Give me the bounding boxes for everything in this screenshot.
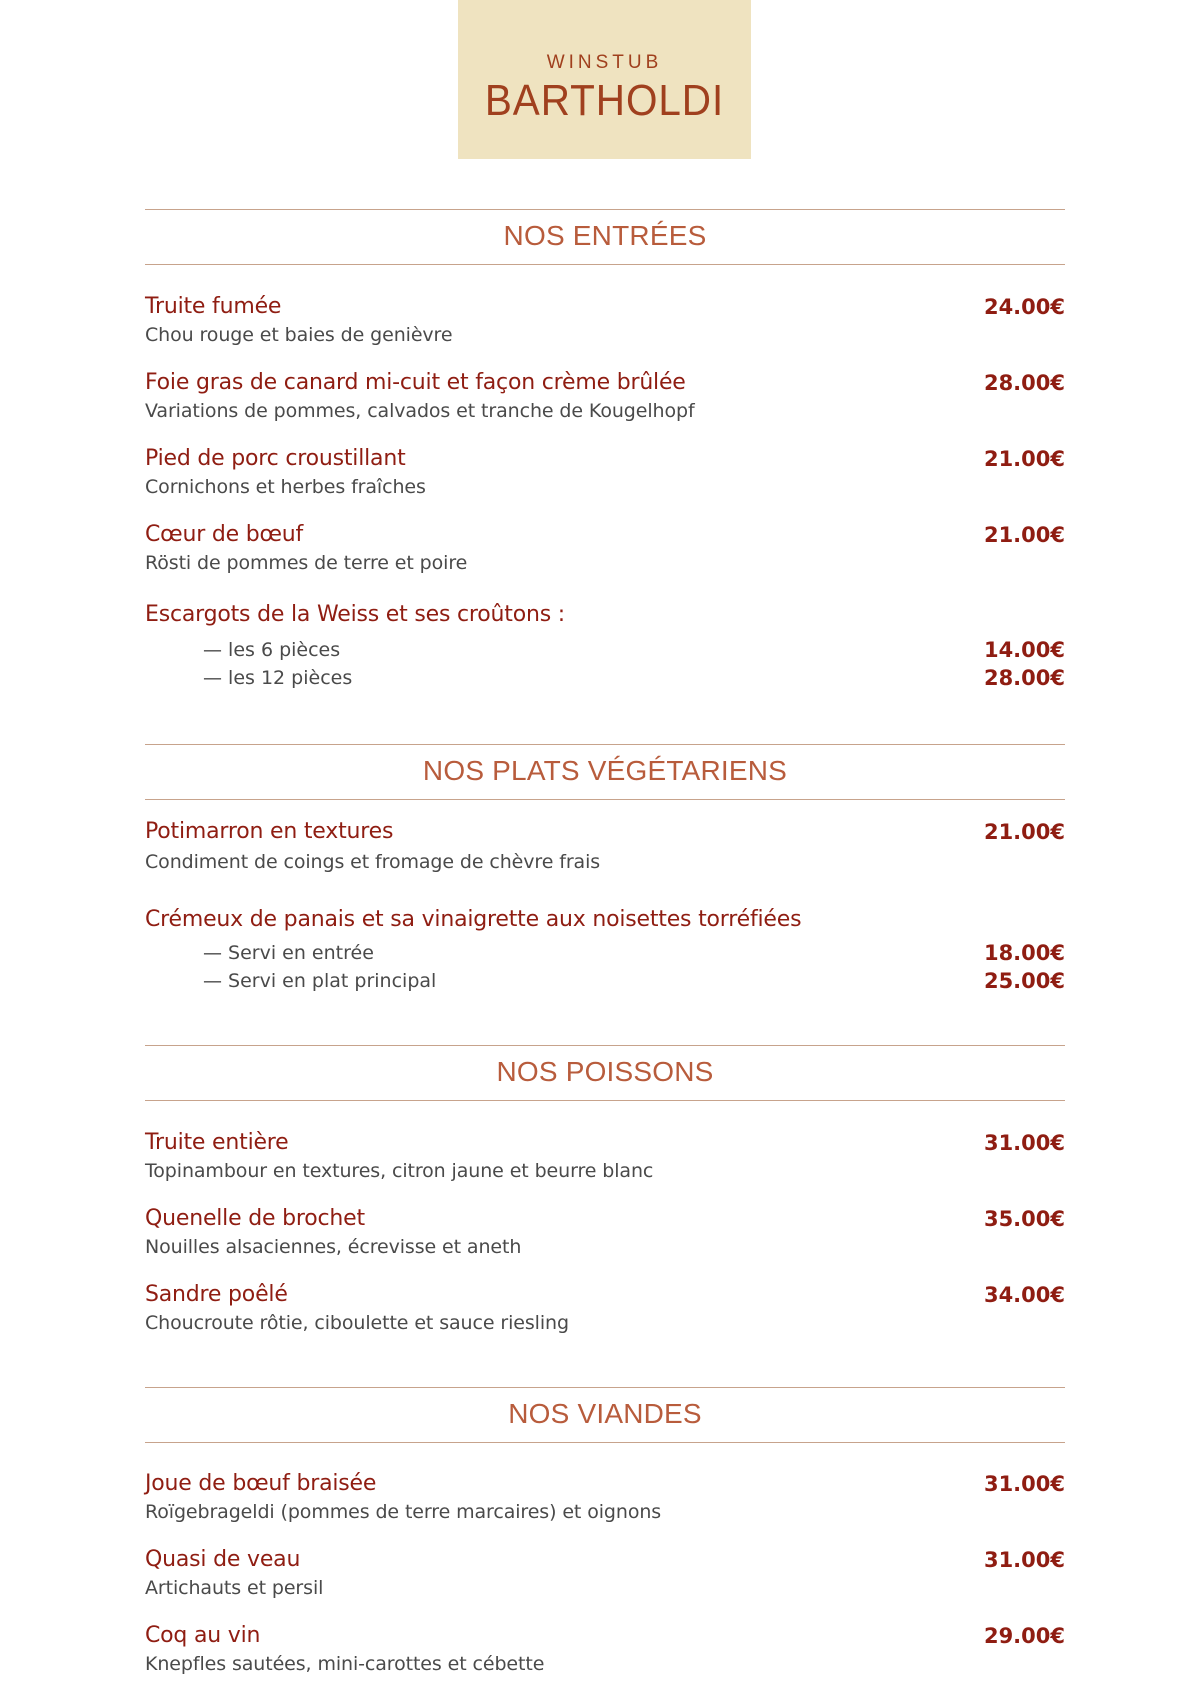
portion-option (145, 939, 1065, 967)
section-heading-poissons: NOS POISSONS (145, 1045, 1065, 1101)
item-price: 34.00€ (983, 1283, 1065, 1307)
restaurant-logo (458, 0, 751, 159)
item-name: Potimarron en textures (145, 819, 394, 844)
item-price: 31.00€ (983, 1548, 1065, 1572)
item-name: Coq au vin (145, 1623, 261, 1648)
item-price: 24.00€ (983, 295, 1065, 319)
item-description: Knepfles sautées, mini-carottes et cébette (145, 1653, 545, 1675)
item-description: Condiment de coings et fromage de chèvre frais (145, 851, 601, 873)
item-price: 21.00€ (983, 523, 1065, 547)
item-price: 21.00€ (983, 447, 1065, 471)
item-description: Artichauts et persil (145, 1577, 324, 1599)
menu-item (145, 520, 1065, 576)
item-price: 31.00€ (983, 1472, 1065, 1496)
item-description: Topinambour en textures, citron jaune et beurre blanc (145, 1160, 654, 1182)
item-name: Joue de bœuf braisée (145, 1471, 377, 1496)
item-name: Truite fumée (145, 294, 282, 319)
item-price: 31.00€ (983, 1131, 1065, 1155)
item-price: 28.00€ (983, 371, 1065, 395)
menu-item (145, 1469, 1065, 1525)
item-description: Cornichons et herbes fraîches (145, 476, 426, 498)
menu-item (145, 1545, 1065, 1601)
menu-item (145, 292, 1065, 348)
menu-item (145, 368, 1065, 424)
menu-item (145, 817, 1065, 875)
item-description: Variations de pommes, calvados et tranche de Kougelhopf (145, 400, 695, 422)
option-label: — les 12 pièces (203, 667, 353, 689)
item-price: 21.00€ (983, 820, 1065, 844)
logo-title: BARTHOLDI (484, 76, 725, 125)
item-name: Sandre poêlé (145, 1282, 288, 1307)
menu-item (145, 1204, 1065, 1260)
item-name: Quenelle de brochet (145, 1206, 365, 1231)
item-name: Truite entière (145, 1130, 289, 1155)
menu-item (145, 1280, 1065, 1336)
section-heading-viandes: NOS VIANDES (145, 1387, 1065, 1443)
item-description: Rösti de pommes de terre et poire (145, 552, 468, 574)
menu-item (145, 1621, 1065, 1677)
portion-option (145, 636, 1065, 664)
option-label: — Servi en plat principal (203, 970, 437, 992)
logo-subtitle: WINSTUB (546, 52, 663, 73)
item-price: 29.00€ (983, 1624, 1065, 1648)
menu-item (145, 905, 1065, 995)
menu-item (145, 600, 1065, 692)
option-price: 14.00€ (983, 638, 1065, 662)
item-description: Roïgebrageldi (pommes de terre marcaires) et oignons (145, 1501, 662, 1523)
menu-item (145, 1128, 1065, 1184)
option-price: 25.00€ (983, 969, 1065, 993)
section-heading-vegetariens: NOS PLATS VÉGÉTARIENS (145, 744, 1065, 800)
item-description: Chou rouge et baies de genièvre (145, 324, 453, 346)
item-description: Choucroute rôtie, ciboulette et sauce riesling (145, 1312, 569, 1334)
portion-option (145, 664, 1065, 692)
item-price: 35.00€ (983, 1207, 1065, 1231)
item-name: Foie gras de canard mi-cuit et façon crème brûlée (145, 370, 686, 395)
portion-option (145, 967, 1065, 995)
menu-item (145, 444, 1065, 500)
section-heading-entrees: NOS ENTRÉES (145, 209, 1065, 265)
item-name: Cœur de bœuf (145, 522, 304, 547)
option-price: 28.00€ (983, 666, 1065, 690)
option-label: — Servi en entrée (203, 942, 374, 964)
option-label: — les 6 pièces (203, 639, 341, 661)
item-description: Nouilles alsaciennes, écrevisse et aneth (145, 1236, 522, 1258)
option-price: 18.00€ (983, 941, 1065, 965)
item-name: Quasi de veau (145, 1547, 301, 1572)
item-name: Escargots de la Weiss et ses croûtons : (145, 602, 565, 627)
item-name: Crémeux de panais et sa vinaigrette aux noisettes torréfiées (145, 907, 802, 932)
item-name: Pied de porc croustillant (145, 446, 406, 471)
